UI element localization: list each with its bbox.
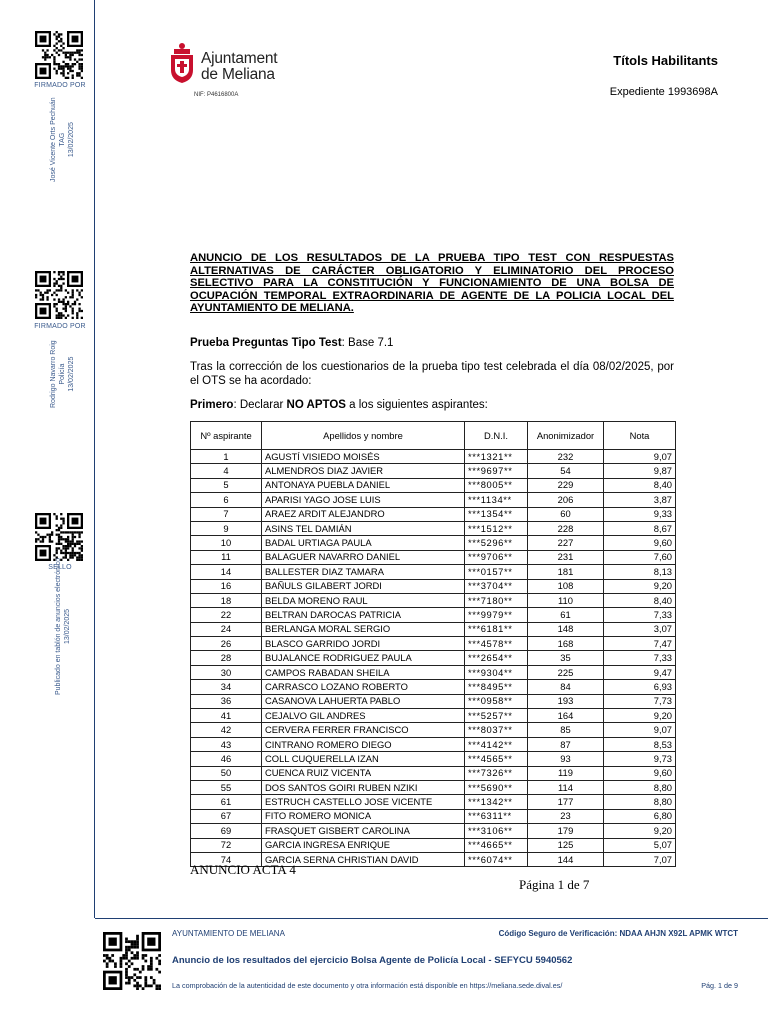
seal-date: 13/02/2025 [64,608,71,645]
nif: NIF: P4616800A [194,92,239,98]
table-row [191,493,676,507]
cell-dni: ***3704** [465,579,528,593]
cell-numero: 9 [191,521,262,535]
cell-nota: 8,40 [604,478,676,492]
cell-dni: ***1321** [465,450,528,464]
cell-numero: 42 [191,723,262,737]
cell-nota: 8,80 [604,795,676,809]
cell-numero: 69 [191,824,262,838]
cell-nota: 8,13 [604,565,676,579]
col-header-dni: D.N.I. [465,422,528,450]
cell-dni: ***9979** [465,608,528,622]
cell-nota: 9,87 [604,464,676,478]
cell-dni: ***4665** [465,838,528,852]
cell-dni: ***1134** [465,493,528,507]
table-row [191,507,676,521]
table-row [191,579,676,593]
table-row [191,795,676,809]
table-row [191,723,676,737]
table-header-row [191,422,676,450]
cell-dni: ***2654** [465,651,528,665]
cell-anonimizador: 114 [528,780,604,794]
cell-numero: 10 [191,536,262,550]
cell-numero: 36 [191,694,262,708]
cell-dni: ***8495** [465,680,528,694]
table-row [191,550,676,564]
signature-details [49,340,76,408]
cell-numero: 16 [191,579,262,593]
cell-numero: 41 [191,709,262,723]
cell-dni: ***6074** [465,852,528,866]
table-row [191,824,676,838]
prueba-value: : Base 7.1 [341,337,394,349]
cell-nombre: APARISI YAGO JOSE LUIS [262,493,465,507]
cell-nota: 9,60 [604,766,676,780]
page-number: Página 1 de 7 [519,877,590,892]
table-row [191,651,676,665]
cell-nota: 9,73 [604,752,676,766]
signature-label: FIRMADO POR [34,82,86,89]
cell-nombre: ALMENDROS DIAZ JAVIER [262,464,465,478]
cell-nombre: FITO ROMERO MONICA [262,809,465,823]
cell-nota: 9,33 [604,507,676,521]
cell-anonimizador: 125 [528,838,604,852]
cell-anonimizador: 232 [528,450,604,464]
table-row [191,737,676,751]
announcement-heading: ANUNCIO DE LOS RESULTADOS DE LA PRUEBA TIPO TEST CON RESPUESTAS ALTERNATIVAS DE CARÁCTER OBLIGATORIO Y ELIMINATORIO DEL PROCESO SELECTIVO PARA LA CONSTITUCIÓN Y FUNCIONAMIENTO DE UNA BOLSA DE OCUPACIÓN TEMPORAL EXTRAORDINARIA DE AGENTE DE LA POLICIA LOCAL DEL AYUNTAMIENTO DE MELIANA. [190,252,674,314]
cell-dni: ***8037** [465,723,528,737]
cell-nombre: BERLANGA MORAL SERGIO [262,622,465,636]
cell-nota: 9,20 [604,824,676,838]
cell-nota: 9,60 [604,536,676,550]
cell-numero: 5 [191,478,262,492]
cell-nombre: GARCIA INGRESA ENRIQUE [262,838,465,852]
cell-anonimizador: 227 [528,536,604,550]
cell-nombre: CERVERA FERRER FRANCISCO [262,723,465,737]
cell-dni: ***1354** [465,507,528,521]
cell-anonimizador: 119 [528,766,604,780]
cell-dni: ***0958** [465,694,528,708]
cell-anonimizador: 193 [528,694,604,708]
cell-dni: ***4578** [465,637,528,651]
signature-details [49,97,76,182]
signer-name: Rodrigo Navarro Roig [50,340,57,408]
cell-numero: 30 [191,665,262,679]
cell-nombre: CEJALVO GIL ANDRES [262,709,465,723]
cell-nota: 9,20 [604,709,676,723]
cell-nombre: BADAL URTIAGA PAULA [262,536,465,550]
cell-nota: 7,60 [604,550,676,564]
cell-nota: 9,20 [604,579,676,593]
table-row [191,478,676,492]
cell-numero: 46 [191,752,262,766]
cell-nota: 7,33 [604,608,676,622]
qr-code-icon [35,31,83,79]
table-row [191,536,676,550]
cell-nota: 8,40 [604,593,676,607]
signer-name: José Vicente Orts Pechuán [50,97,57,182]
cell-anonimizador: 179 [528,824,604,838]
table-row [191,608,676,622]
cell-nombre: BELDA MORENO RAUL [262,593,465,607]
cell-numero: 1 [191,450,262,464]
cell-nota: 3,07 [604,622,676,636]
col-header-nota: Nota [604,422,676,450]
table-row [191,680,676,694]
cell-dni: ***6311** [465,809,528,823]
org-name [201,51,277,83]
cell-anonimizador: 84 [528,680,604,694]
seal-label: SELLO [48,564,72,571]
org-name-line2: de Meliana [201,66,275,83]
cell-anonimizador: 60 [528,507,604,521]
cell-dni: ***8005** [465,478,528,492]
table-row [191,622,676,636]
table-row [191,464,676,478]
table-row [191,752,676,766]
cell-numero: 43 [191,737,262,751]
cell-anonimizador: 35 [528,651,604,665]
qr-code-icon [35,271,83,319]
cell-nombre: BAÑULS GILABERT JORDI [262,579,465,593]
cell-nombre: CARRASCO LOZANO ROBERTO [262,680,465,694]
cell-numero: 55 [191,780,262,794]
cell-dni: ***7326** [465,766,528,780]
acta-label: ANUNCIO ACTA 4 [190,862,296,877]
cell-nota: 3,87 [604,493,676,507]
table-row [191,809,676,823]
cell-dni: ***5257** [465,709,528,723]
cell-nota: 9,07 [604,450,676,464]
table-row [191,450,676,464]
table-row [191,665,676,679]
cell-nombre: CAMPOS RABADAN SHEILA [262,665,465,679]
cell-numero: 28 [191,651,262,665]
expediente-number: Expediente 1993698A [609,86,718,98]
cell-dni: ***7180** [465,593,528,607]
cell-anonimizador: 93 [528,752,604,766]
cell-numero: 34 [191,680,262,694]
verification-code: Código Seguro de Verificación: NDAA AHJN X92L APMK WTCT [498,929,738,938]
cell-anonimizador: 110 [528,593,604,607]
cell-nombre: BALAGUER NAVARRO DANIEL [262,550,465,564]
prueba-label: Prueba Preguntas Tipo Test [190,337,342,349]
table-row [191,838,676,852]
primero-label: Primero [190,399,234,411]
cell-nombre: FRASQUET GISBERT CAROLINA [262,824,465,838]
table-row [191,694,676,708]
cell-nombre: ESTRUCH CASTELLO JOSE VICENTE [262,795,465,809]
cell-nombre: BUJALANCE RODRIGUEZ PAULA [262,651,465,665]
cell-anonimizador: 228 [528,521,604,535]
cell-numero: 6 [191,493,262,507]
margin-divider [94,0,95,918]
signer-role: TAG [59,132,66,147]
cell-dni: ***5690** [465,780,528,794]
cell-anonimizador: 85 [528,723,604,737]
cell-dni: ***0157** [465,565,528,579]
cell-nombre: DOS SANTOS GOIRI RUBEN NZIKI [262,780,465,794]
cell-anonimizador: 54 [528,464,604,478]
cell-nombre: GARCIA SERNA CHRISTIAN DAVID [262,852,465,866]
footer-page-number: Pág. 1 de 9 [701,981,738,990]
cell-dni: ***6181** [465,622,528,636]
footer-org: AYUNTAMIENTO DE MELIANA [172,929,285,938]
table-row [191,637,676,651]
qr-code-icon [103,932,161,990]
cell-dni: ***4142** [465,737,528,751]
prueba-line [190,336,674,350]
cell-anonimizador: 206 [528,493,604,507]
cell-nota: 7,73 [604,694,676,708]
cell-dni: ***1512** [465,521,528,535]
results-table [190,421,676,867]
cell-anonimizador: 144 [528,852,604,866]
cell-dni: ***9304** [465,665,528,679]
cell-nombre: CASANOVA LAHUERTA PABLO [262,694,465,708]
table-row [191,780,676,794]
cell-anonimizador: 225 [528,665,604,679]
cell-nota: 7,07 [604,852,676,866]
signature-label: FIRMADO POR [34,323,86,330]
cell-nombre: CINTRANO ROMERO DIEGO [262,737,465,751]
cell-numero: 67 [191,809,262,823]
cell-nota: 8,80 [604,780,676,794]
cell-nota: 6,80 [604,809,676,823]
table-row [191,709,676,723]
qr-code-icon [35,513,83,561]
coat-of-arms-icon [168,42,196,84]
cell-dni: ***4565** [465,752,528,766]
cell-anonimizador: 148 [528,622,604,636]
cell-nota: 9,07 [604,723,676,737]
seal-details [54,558,72,695]
cell-nombre: BLASCO GARRIDO JORDI [262,637,465,651]
cell-dni: ***1342** [465,795,528,809]
intro-paragraph: Tras la corrección de los cuestionarios de la prueba tipo test celebrada el día 08/02/2025, por el OTS se ha acordado: [190,361,674,387]
cell-anonimizador: 177 [528,795,604,809]
cell-numero: 11 [191,550,262,564]
cell-nota: 5,07 [604,838,676,852]
cell-anonimizador: 231 [528,550,604,564]
document-title: Títols Habilitants [613,53,718,68]
cell-nota: 7,47 [604,637,676,651]
seal-text: Publicado en tablón de anuncios electrónico [55,558,62,695]
cell-nota: 8,53 [604,737,676,751]
cell-nota: 9,47 [604,665,676,679]
cell-nombre: BALLESTER DIAZ TAMARA [262,565,465,579]
cell-numero: 22 [191,608,262,622]
col-header-nombre: Apellidos y nombre [262,422,465,450]
cell-anonimizador: 168 [528,637,604,651]
cell-nombre: CUENCA RUIZ VICENTA [262,766,465,780]
cell-dni: ***3106** [465,824,528,838]
cell-dni: ***5296** [465,536,528,550]
cell-numero: 18 [191,593,262,607]
cell-anonimizador: 87 [528,737,604,751]
cell-anonimizador: 61 [528,608,604,622]
org-name-line1: Ajuntament [201,50,278,67]
cell-numero: 74 [191,852,262,866]
cell-anonimizador: 229 [528,478,604,492]
cell-numero: 61 [191,795,262,809]
table-row [191,593,676,607]
cell-nombre: AGUSTÍ VISIEDO MOISÉS [262,450,465,464]
primero-line: Primero: Declarar NO APTOS a los siguientes aspirantes: [190,399,488,411]
cell-numero: 7 [191,507,262,521]
table-row [191,766,676,780]
cell-numero: 14 [191,565,262,579]
cell-anonimizador: 164 [528,709,604,723]
col-header-numero: Nº aspirante [191,422,262,450]
table-row [191,521,676,535]
cell-numero: 50 [191,766,262,780]
cell-nota: 8,67 [604,521,676,535]
cell-numero: 4 [191,464,262,478]
cell-numero: 72 [191,838,262,852]
cell-nota: 6,93 [604,680,676,694]
cell-numero: 26 [191,637,262,651]
cell-numero: 24 [191,622,262,636]
cell-nota: 7,33 [604,651,676,665]
cell-anonimizador: 23 [528,809,604,823]
cell-nombre: ANTONAYA PUEBLA DANIEL [262,478,465,492]
signature-date: 13/02/2025 [68,122,75,158]
cell-nombre: ASINS TEL DAMIÁN [262,521,465,535]
table-row [191,565,676,579]
cell-dni: ***9706** [465,550,528,564]
footer-divider [95,918,768,919]
no-aptos-label: NO APTOS [286,399,346,411]
cell-nombre: BELTRAN DAROCAS PATRICIA [262,608,465,622]
signature-date: 13/02/2025 [68,356,75,392]
cell-dni: ***9697** [465,464,528,478]
cell-nombre: ARAEZ ARDIT ALEJANDRO [262,507,465,521]
signer-role: Policía [59,363,66,385]
col-header-anonimizador: Anonimizador [528,422,604,450]
cell-anonimizador: 181 [528,565,604,579]
cell-nombre: COLL CUQUERELLA IZAN [262,752,465,766]
authenticity-note: La comprobación de la autenticidad de este documento y otra información está disponible en https://meliana.sede.dival.es/ [172,981,563,990]
footer-description: Anuncio de los resultados del ejercicio Bolsa Agente de Policía Local - SEFYCU 5940562 [172,955,573,966]
cell-anonimizador: 108 [528,579,604,593]
